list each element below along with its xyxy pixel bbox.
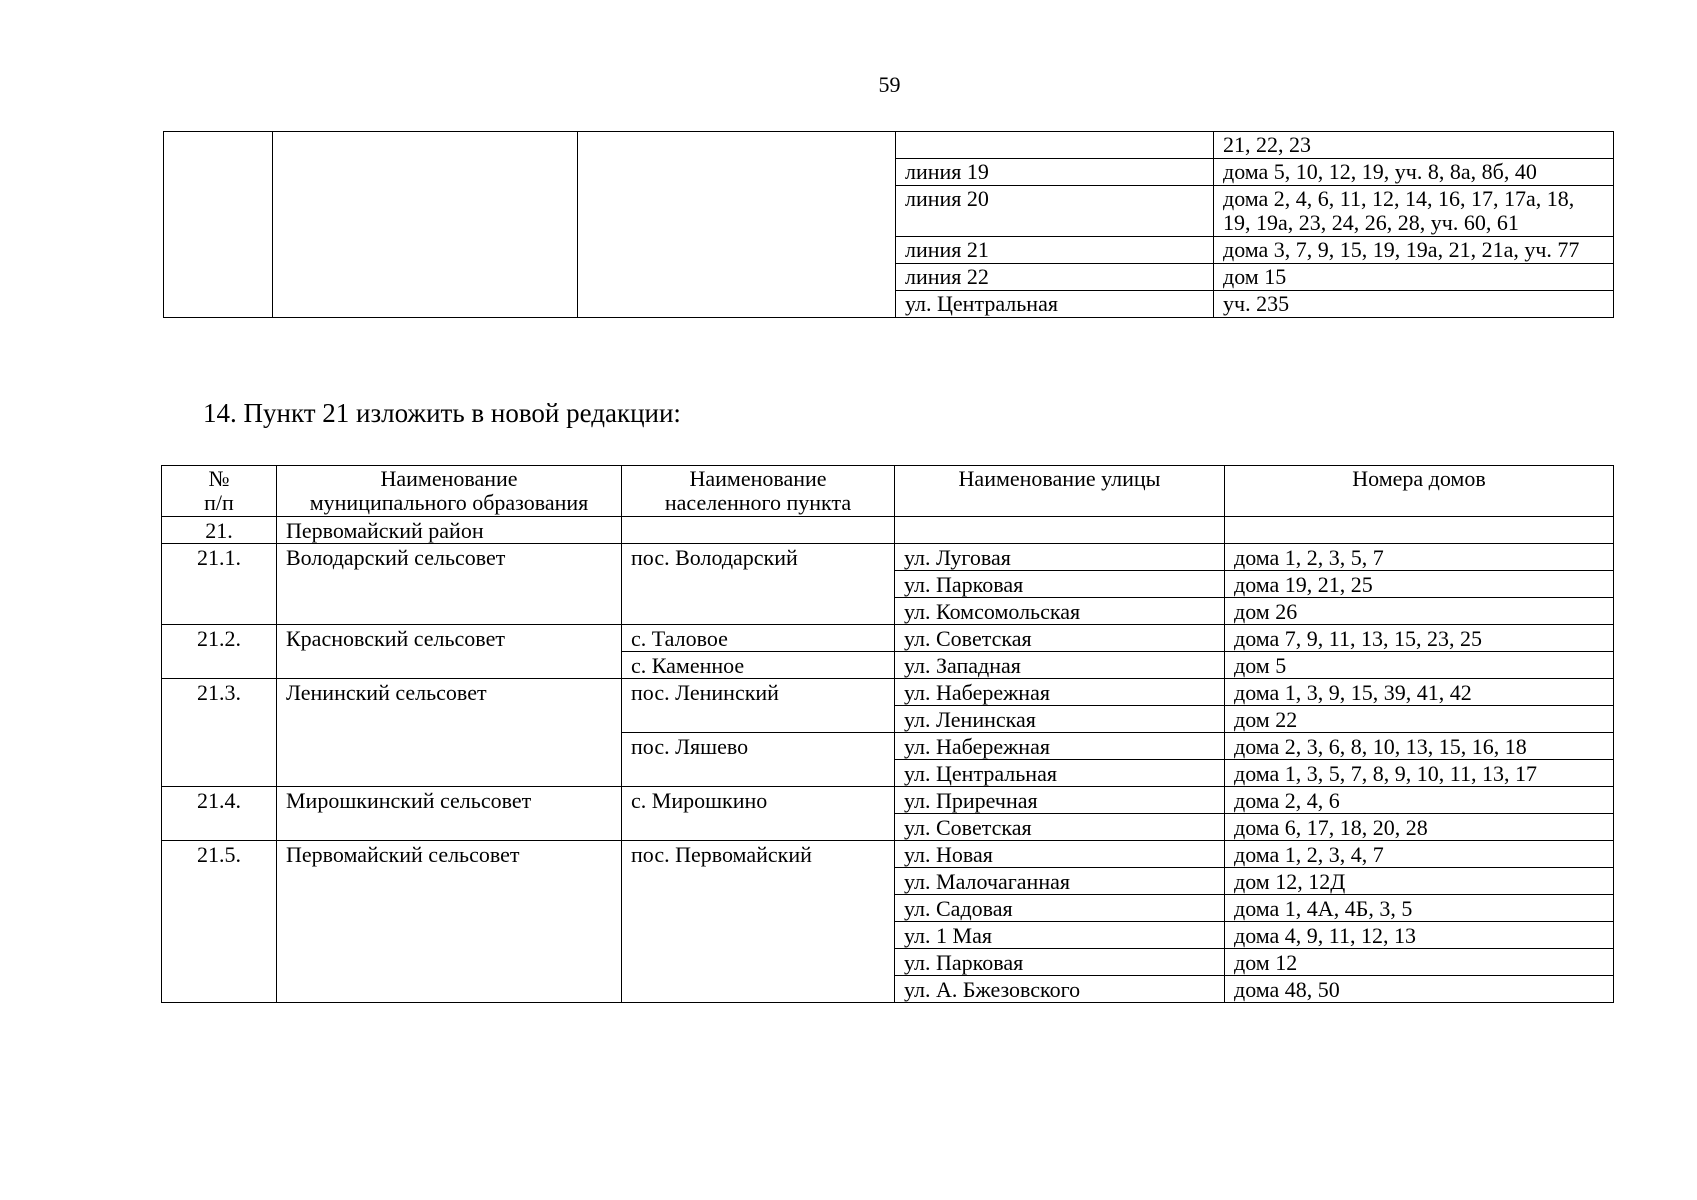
street-cell: ул. Приречная [895,787,1225,814]
settlements-table [161,465,1614,1003]
row-num: 21.2. [162,625,277,679]
municipality-cell: Мирошкинский сельсовет [277,787,622,841]
street-cell: ул. Советская [895,814,1225,841]
continued-municipality-cell [273,132,578,318]
district-num: 21. [162,517,277,544]
header-row [162,466,1614,517]
header-houses: Номера домов [1225,466,1614,517]
street-cell: ул. Комсомольская [895,598,1225,625]
empty-cell [895,517,1225,544]
houses-cell: дома 7, 9, 11, 13, 15, 23, 25 [1225,625,1614,652]
houses-cell: дома 1, 2, 3, 5, 7 [1225,544,1614,571]
continued-table [163,131,1614,318]
continued-settlement-cell [578,132,896,318]
houses-cell: дома 1, 2, 3, 4, 7 [1225,841,1614,868]
table-row [162,679,1614,706]
settlement-cell: пос. Первомайский [622,841,895,1003]
houses-cell: дома 6, 17, 18, 20, 28 [1225,814,1614,841]
continued-num-cell [164,132,273,318]
street-cell: ул. 1 Мая [895,922,1225,949]
street-cell: ул. Ленинская [895,706,1225,733]
houses-cell: дома 19, 21, 25 [1225,571,1614,598]
municipality-cell: Первомайский сельсовет [277,841,622,1003]
municipality-cell: Володарский сельсовет [277,544,622,625]
continued-table-body [164,132,1614,318]
table-row [162,841,1614,868]
row-num: 21.1. [162,544,277,625]
houses-cell: 21, 22, 23 [1214,132,1614,159]
table-row [164,132,1614,159]
street-cell: линия 21 [896,237,1214,264]
settlement-cell: с. Таловое [622,625,895,652]
houses-cell: дом 15 [1214,264,1614,291]
row-num: 21.4. [162,787,277,841]
street-cell: ул. Луговая [895,544,1225,571]
empty-cell [1225,517,1614,544]
houses-cell: дома 4, 9, 11, 12, 13 [1225,922,1614,949]
instruction-text: 14. Пункт 21 изложить в новой редакции: [203,398,681,428]
row-num: 21.5. [162,841,277,1003]
street-cell: ул. Парковая [895,571,1225,598]
street-cell: ул. Набережная [895,733,1225,760]
street-cell: ул. Центральная [896,291,1214,318]
table-row [162,625,1614,652]
table-body [162,517,1614,1003]
houses-cell: дома 2, 4, 6 [1225,787,1614,814]
street-cell: ул. Западная [895,652,1225,679]
street-cell: ул. Советская [895,625,1225,652]
settlement-cell: пос. Володарский [622,544,895,625]
houses-cell: дома 1, 3, 5, 7, 8, 9, 10, 11, 13, 17 [1225,760,1614,787]
header-settlement: Наименование населенного пункта [622,466,895,517]
settlement-cell: пос. Ленинский [622,679,895,733]
street-cell: линия 20 [896,186,1214,237]
houses-cell: дом 5 [1225,652,1614,679]
houses-cell: уч. 235 [1214,291,1614,318]
district-row [162,517,1614,544]
houses-cell: дома 1, 4А, 4Б, 3, 5 [1225,895,1614,922]
houses-cell: дом 22 [1225,706,1614,733]
table-header [162,466,1614,517]
table-row [162,544,1614,571]
municipality-cell: Красновский сельсовет [277,625,622,679]
street-cell: линия 19 [896,159,1214,186]
street-cell: ул. А. Бжезовского [895,976,1225,1003]
header-num: № п/п [162,466,277,517]
page-number: 59 [878,72,901,97]
table-row [162,787,1614,814]
houses-cell: дома 2, 3, 6, 8, 10, 13, 15, 16, 18 [1225,733,1614,760]
houses-cell: дома 1, 3, 9, 15, 39, 41, 42 [1225,679,1614,706]
empty-cell [622,517,895,544]
settlement-cell: с. Каменное [622,652,895,679]
header-street: Наименование улицы [895,466,1225,517]
row-num: 21.3. [162,679,277,787]
houses-cell: дома 3, 7, 9, 15, 19, 19а, 21, 21а, уч. 77 [1214,237,1614,264]
street-cell: ул. Садовая [895,895,1225,922]
street-cell [896,132,1214,159]
street-cell: ул. Парковая [895,949,1225,976]
houses-cell: дома 48, 50 [1225,976,1614,1003]
street-cell: ул. Малочаганная [895,868,1225,895]
settlement-cell: с. Мирошкино [622,787,895,841]
houses-cell: дом 26 [1225,598,1614,625]
street-cell: ул. Центральная [895,760,1225,787]
municipality-cell: Ленинский сельсовет [277,679,622,787]
street-cell: ул. Набережная [895,679,1225,706]
houses-cell: дома 5, 10, 12, 19, уч. 8, 8а, 8б, 40 [1214,159,1614,186]
houses-cell: дом 12, 12Д [1225,868,1614,895]
street-cell: линия 22 [896,264,1214,291]
settlement-cell: пос. Ляшево [622,733,895,787]
district-name: Первомайский район [277,517,622,544]
header-municipality: Наименование муниципального образования [277,466,622,517]
houses-cell: дом 12 [1225,949,1614,976]
houses-cell: дома 2, 4, 6, 11, 12, 14, 16, 17, 17а, 18, 19, 19а, 23, 24, 26, 28, уч. 60, 61 [1214,186,1614,237]
street-cell: ул. Новая [895,841,1225,868]
